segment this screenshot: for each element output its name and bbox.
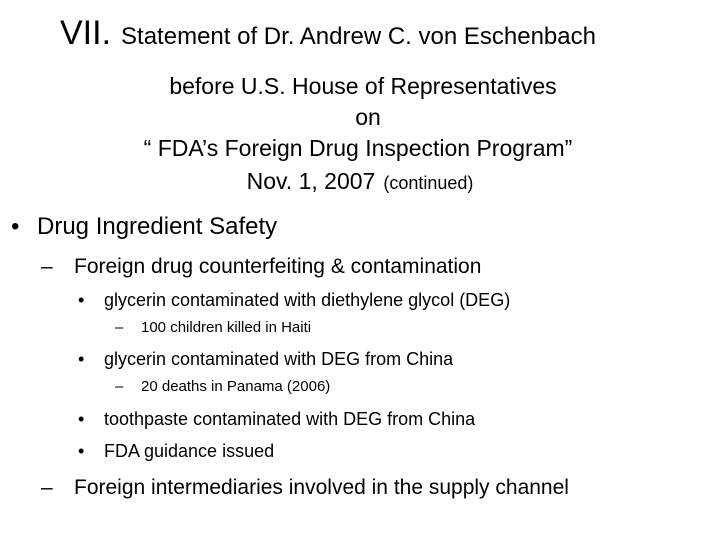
title-section-number: VII. — [60, 14, 112, 52]
dash-marker: – — [115, 378, 124, 395]
item-2 — [78, 350, 453, 368]
sub-bullet-1-text: Foreign drug counterfeiting & contamination — [74, 255, 482, 278]
bullet-topic — [11, 215, 277, 239]
bullet-marker: • — [11, 213, 20, 240]
title-continued-note: (continued) — [383, 173, 474, 193]
item-1-detail — [115, 320, 311, 335]
item-2-text: glycerin contaminated with DEG from China — [104, 349, 454, 369]
item-1-text: glycerin contaminated with diethylene glycol (DEG) — [104, 290, 511, 310]
dash-marker: – — [41, 255, 53, 278]
item-1-detail-text: 100 children killed in Haiti — [141, 319, 312, 336]
item-4-text: FDA guidance issued — [104, 441, 275, 461]
dash-marker: – — [115, 319, 124, 336]
item-3-text: toothpaste contaminated with DEG from China — [104, 409, 476, 429]
item-4 — [78, 442, 274, 460]
sub-bullet-2-text: Foreign intermediaries involved in the supply channel — [74, 476, 569, 499]
item-1 — [78, 291, 510, 309]
title-statement: Statement of Dr. Andrew C. von Eschenbach — [121, 23, 596, 50]
bullet-marker: • — [78, 441, 85, 461]
title-line-3: on — [355, 104, 381, 130]
bullet-marker: • — [78, 290, 85, 310]
item-3 — [78, 410, 475, 428]
item-2-detail-text: 20 deaths in Panama (2006) — [141, 378, 331, 395]
dash-marker: – — [41, 476, 53, 499]
bullet-marker: • — [78, 409, 85, 429]
bullet-marker: • — [78, 349, 85, 369]
title-line-4: “ FDA’s Foreign Drug Inspection Program” — [143, 135, 573, 161]
title-line-1 — [60, 16, 596, 50]
item-2-detail — [115, 379, 330, 394]
title-date: Nov. 1, 2007 — [246, 168, 376, 194]
title-line-2: before U.S. House of Representatives — [169, 73, 557, 99]
bullet-topic-text: Drug Ingredient Safety — [37, 213, 278, 240]
sub-bullet-1 — [41, 256, 481, 277]
sub-bullet-2 — [41, 477, 569, 498]
title-line-5 — [0, 170, 720, 193]
